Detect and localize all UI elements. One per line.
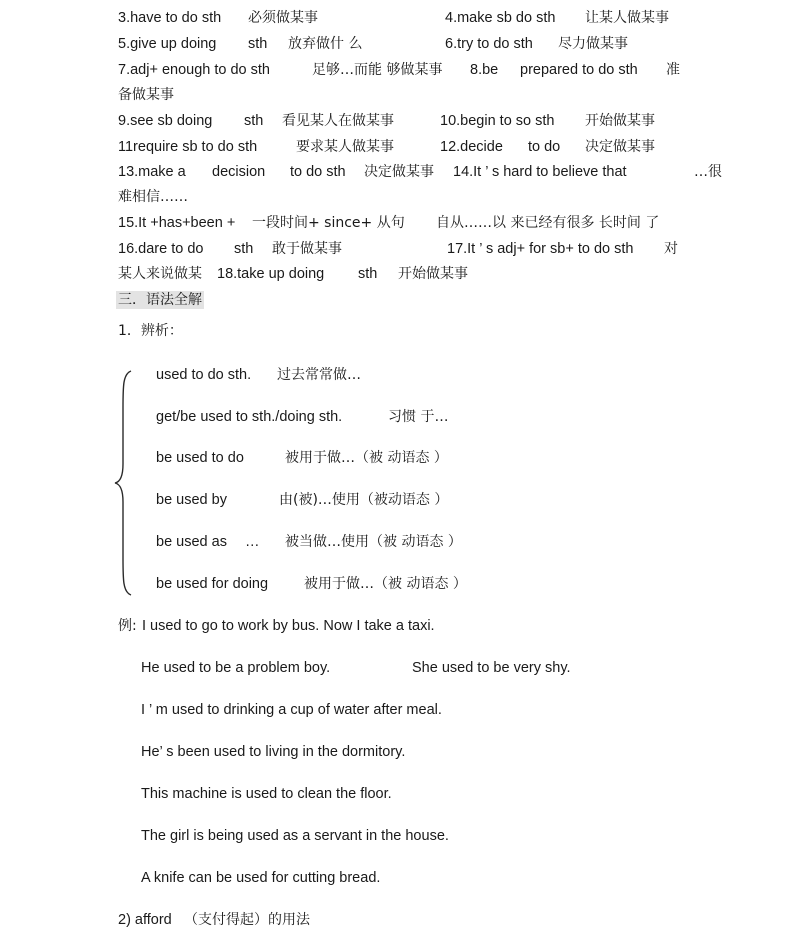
example-2: I ’ m used to drinking a cup of water after meal. [141, 702, 442, 718]
example-1a: He used to be a problem boy. [141, 660, 331, 676]
usage-5-zh: 被当做…使用（被 动语态 ） [285, 534, 462, 550]
phrase-5-en2: sth [248, 36, 268, 52]
phrase-18-en2: sth [358, 266, 378, 282]
phrase-13-en3: to do sth [290, 164, 346, 180]
usage-6-zh: 被用于做…（被 动语态 ） [304, 576, 467, 592]
phrase-12-en2: to do [528, 139, 561, 155]
phrase-14-zh: …很 [694, 164, 722, 180]
phrase-17-en: 17.It ’ s adj+ for sb+ to do sth [447, 241, 634, 257]
phrase-13-zh: 决定做某事 [364, 164, 434, 180]
phrase-15-en: 15.It +has+been + [118, 215, 236, 231]
left-brace-icon [112, 368, 134, 598]
phrase-7-zh: 足够…而能 够做某事 [312, 62, 443, 78]
phrase-4-en: 4.make sb do sth [445, 10, 556, 26]
example-first: I used to go to work by bus. Now I take a taxi. [142, 618, 435, 634]
phrase-5-zh: 放弃做什 么 [288, 36, 363, 52]
phrase-11-zh: 要求某人做某事 [296, 139, 394, 155]
phrase-17-zh: 对 [664, 241, 678, 257]
phrase-8-en: 8.be [470, 62, 499, 78]
usage-5-en2: … [245, 534, 260, 550]
sub-heading: 1．辨析： [118, 323, 183, 339]
phrase-6-en: 6.try to do sth [445, 36, 533, 52]
phrase-3-zh: 必须做某事 [248, 10, 318, 26]
usage-2-en: get/be used to sth./doing sth. [156, 409, 343, 425]
phrase-6-zh: 尽力做某事 [558, 36, 628, 52]
afford-heading-zh: （支付得起）的用法 [184, 912, 310, 928]
phrase-8-zh: 准 [666, 62, 680, 78]
phrase-11-en: 11require sb to do sth [118, 139, 258, 155]
phrase-16-en: 16.dare to do [118, 241, 204, 257]
phrase-15-zh: 一段时间+ since+ 从句 [252, 215, 405, 231]
afford-heading-en: 2) afford [118, 912, 172, 928]
usage-1-zh: 过去常常做… [277, 367, 361, 383]
phrase-8-zh-cont: 备做某事 [118, 87, 174, 103]
phrase-10-zh: 开始做某事 [585, 113, 655, 129]
example-5: The girl is being used as a servant in the house. [141, 828, 449, 844]
phrase-3-en: 3.have to do sth [118, 10, 222, 26]
phrase-16-zh: 敢于做某事 [272, 241, 342, 257]
phrase-13-en: 13.make a [118, 164, 186, 180]
example-4: This machine is used to clean the floor. [141, 786, 392, 802]
section-heading-text: 三．语法全解 [118, 292, 202, 308]
phrase-10-en: 10.begin to so sth [440, 113, 555, 129]
usage-4-zh: 由(被)…使用（被动语态 ） [279, 492, 449, 508]
usage-3-en: be used to do [156, 450, 244, 466]
usage-5-en: be used as [156, 534, 227, 550]
phrase-16-en2: sth [234, 241, 254, 257]
phrase-18-en: 18.take up doing [217, 266, 325, 282]
phrase-9-zh: 看见某人在做某事 [282, 113, 394, 129]
example-6: A knife can be used for cutting bread. [141, 870, 381, 886]
phrase-9-en2: sth [244, 113, 264, 129]
phrase-13-en2: decision [212, 164, 266, 180]
phrase-9-en: 9.see sb doing [118, 113, 213, 129]
example-1b: She used to be very shy. [412, 660, 571, 676]
phrase-5-en: 5.give up doing [118, 36, 217, 52]
phrase-18-zh: 开始做某事 [398, 266, 468, 282]
usage-4-en: be used by [156, 492, 227, 508]
usage-1-en: used to do sth. [156, 367, 252, 383]
example-3: He’ s been used to living in the dormitory. [141, 744, 406, 760]
phrase-14-en: 14.It ’ s hard to believe that [453, 164, 627, 180]
phrase-12-en: 12.decide [440, 139, 503, 155]
example-label: 例: [118, 618, 137, 634]
phrase-8-en2: prepared to do sth [520, 62, 638, 78]
phrase-12-zh: 决定做某事 [585, 139, 655, 155]
usage-6-en: be used for doing [156, 576, 269, 592]
phrase-14-zh-cont: 难相信…… [118, 189, 188, 205]
section-heading [116, 291, 204, 309]
phrase-15-zh2: 自从……以 来已经有很多 长时间 了 [436, 215, 660, 231]
usage-2-zh: 习惯 于… [388, 409, 449, 425]
phrase-4-zh: 让某人做某事 [585, 10, 669, 26]
phrase-17-zh-cont: 某人来说做某 [118, 266, 202, 282]
usage-3-zh: 被用于做…（被 动语态 ） [285, 450, 448, 466]
phrase-7-en: 7.adj+ enough to do sth [118, 62, 270, 78]
